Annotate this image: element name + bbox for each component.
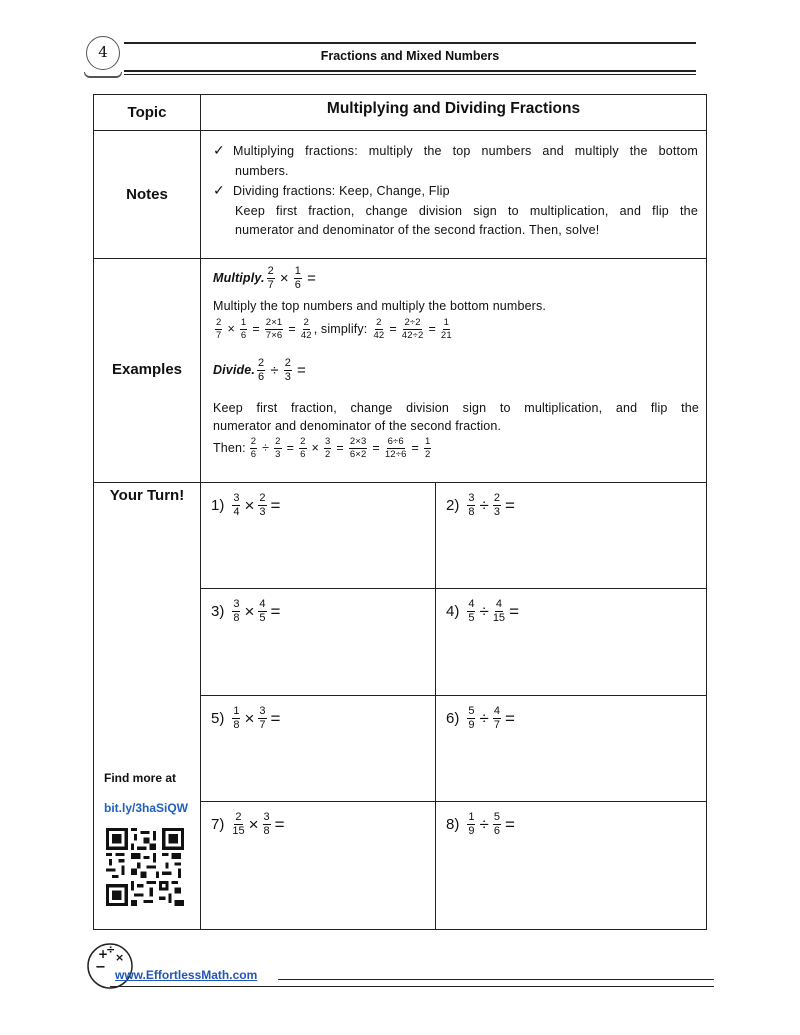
chapter-title: Fractions and Mixed Numbers: [320, 49, 500, 63]
fraction: $\frac{3}{7}$: [259, 705, 266, 731]
operator: ×: [244, 495, 255, 515]
lesson-table: [93, 94, 707, 930]
notes-label: Notes: [126, 186, 168, 203]
operator: ÷: [479, 708, 489, 728]
divide-problem: Divide. $\frac{2}{6}$ ÷ $\frac{2}{3}$ =: [213, 356, 306, 383]
footer-rule-thin: [110, 986, 714, 987]
fraction: $\frac{1}{8}$: [233, 705, 240, 731]
problem-number: 1): [211, 497, 225, 514]
fraction: $\frac{5}{9}$: [468, 705, 475, 731]
operator: ÷: [479, 601, 489, 621]
fraction: $\frac{4}{7}$: [493, 705, 500, 731]
notes-cell: [201, 131, 706, 259]
your-turn-label: Your Turn!: [109, 487, 185, 504]
svg-text:−: −: [95, 960, 106, 975]
notes-item-1-cont: numbers.: [235, 163, 289, 178]
multiply-steps: $\frac{2}{7}$ × $\frac{1}{6}$ = $\frac{2\times 1}{7\times 6}$ = $\frac{2}{42}$ , simplify: $\frac{2}{42}$ = $\frac{2\div 2}{42\div 2}$ = $\frac{1}{21}$: [216, 317, 452, 341]
svg-text:×: ×: [115, 951, 125, 964]
fraction: $\frac{3}{8}$: [233, 598, 240, 624]
fraction: $\frac{4}{15}$: [492, 598, 506, 624]
fraction: $\frac{4}{5}$: [259, 598, 266, 624]
multiply-problem: Multiply. $\frac{2}{7}$ × $\frac{1}{6}$ =: [213, 264, 316, 291]
globe-stand-icon: [84, 72, 122, 78]
practice-problem: [446, 599, 521, 624]
equals-sign: =: [270, 495, 281, 515]
practice-problem: [211, 706, 282, 731]
practice-grid: [201, 483, 706, 929]
problem-number: 8): [446, 816, 460, 833]
multiply-explanation: Multiply the top numbers and multiply the bottom numbers.: [213, 299, 547, 313]
fraction: $\frac{4}{5}$: [468, 598, 475, 624]
examples-cell: [201, 259, 706, 483]
header-rule-bottom-thin: [124, 74, 696, 75]
equals-sign: =: [504, 495, 515, 515]
fraction: $\frac{5}{6}$: [493, 811, 500, 837]
notes-item-2-cont-2: numerator and denominator of the second fraction. Then, solve!: [235, 223, 600, 237]
problem-number: 3): [211, 603, 225, 620]
examples-label-cell: [94, 259, 201, 483]
topic-title: Multiplying and Dividing Fractions: [326, 100, 581, 117]
page-header: [80, 30, 700, 82]
notes-item-2-cont-1: Keep first fraction, change division sign to multiplication, and flip the: [235, 203, 698, 218]
equals-sign: =: [274, 814, 285, 834]
equals-sign: =: [270, 708, 281, 728]
fraction: $\frac{2}{15}$: [232, 811, 245, 837]
practice-problem: [211, 493, 282, 518]
operator: ×: [244, 601, 255, 621]
svg-text:÷: ÷: [106, 943, 116, 956]
header-rule-top: [124, 42, 696, 44]
fraction: $\frac{1}{9}$: [468, 811, 475, 837]
problem-number: 2): [446, 497, 460, 514]
problem-number: 4): [446, 603, 460, 620]
header-rule-bottom: [124, 70, 696, 72]
problem-cell-5[interactable]: [201, 696, 436, 802]
page-number-badge: 4: [86, 36, 120, 70]
qr-code-icon[interactable]: [106, 828, 184, 906]
problem-cell-8[interactable]: [436, 802, 706, 929]
svg-text:+: +: [98, 947, 109, 961]
problem-cell-2[interactable]: [436, 483, 706, 589]
problem-cell-3[interactable]: [201, 589, 436, 696]
problem-cell-7[interactable]: [201, 802, 436, 929]
equals-sign: =: [504, 814, 515, 834]
fraction: $\frac{3}{8}$: [263, 811, 270, 837]
divide-explanation-2: numerator and denominator of the second fraction.: [213, 419, 502, 433]
topic-title-cell: [201, 95, 706, 131]
problem-number: 6): [446, 710, 460, 727]
notes-item-1: ✓ Multiplying fractions: multiply the top numbers and multiply the bottom: [213, 141, 698, 162]
topic-label: Topic: [127, 104, 167, 121]
fraction: $\frac{2}{3}$: [493, 492, 500, 518]
fraction: $\frac{2}{7}$: [267, 264, 274, 291]
problem-cell-1[interactable]: [201, 483, 436, 589]
your-turn-label-cell: [94, 483, 201, 929]
practice-problem: [211, 599, 282, 624]
divide-steps: Then: $\frac{2}{6}$ ÷ $\frac{2}{3}$ = $\frac{2}{6}$ × $\frac{3}{2}$ = $\frac{2\times 3}{6\times 2}$ = $\frac{6\div 6}{12\div 6}$ = $\frac{1}{2}$: [213, 436, 431, 460]
topic-label-cell: [94, 95, 201, 131]
fraction: $\frac{3}{4}$: [233, 492, 240, 518]
practice-problem: [211, 812, 287, 837]
equals-sign: =: [509, 601, 519, 621]
fraction: $\frac{3}{8}$: [468, 492, 475, 518]
equals-sign: =: [504, 708, 515, 728]
examples-body: [213, 263, 699, 461]
footer-rule: [278, 979, 714, 980]
fraction: $\frac{2}{3}$: [259, 492, 266, 518]
problem-cell-6[interactable]: [436, 696, 706, 802]
math-operators-logo-icon: [84, 940, 136, 992]
operator: ÷: [479, 495, 489, 515]
equals-sign: =: [270, 601, 281, 621]
practice-problem: [446, 706, 517, 731]
website-link[interactable]: www.EffortlessMath.com: [115, 968, 258, 982]
problem-cell-4[interactable]: [436, 589, 706, 696]
notes-body: [213, 141, 698, 241]
operator: ×: [248, 814, 259, 834]
examples-label: Examples: [111, 361, 183, 378]
find-more-label: Find more at: [104, 771, 177, 785]
divide-explanation-1: Keep first fraction, change division sign to multiplication, and flip the: [213, 401, 699, 415]
problem-number: 5): [211, 710, 225, 727]
check-icon: ✓: [213, 142, 225, 158]
check-icon: ✓: [213, 182, 225, 198]
practice-problem: [446, 493, 517, 518]
operator: ÷: [479, 814, 489, 834]
notes-item-2: ✓ Dividing fractions: Keep, Change, Flip: [213, 181, 698, 202]
notes-label-cell: [94, 131, 201, 259]
problem-number: 7): [211, 816, 225, 833]
find-more-link[interactable]: bit.ly/3haSiQW: [104, 801, 189, 815]
operator: ×: [244, 708, 255, 728]
practice-problem: [446, 812, 517, 837]
fraction: $\frac{1}{6}$: [294, 264, 302, 291]
